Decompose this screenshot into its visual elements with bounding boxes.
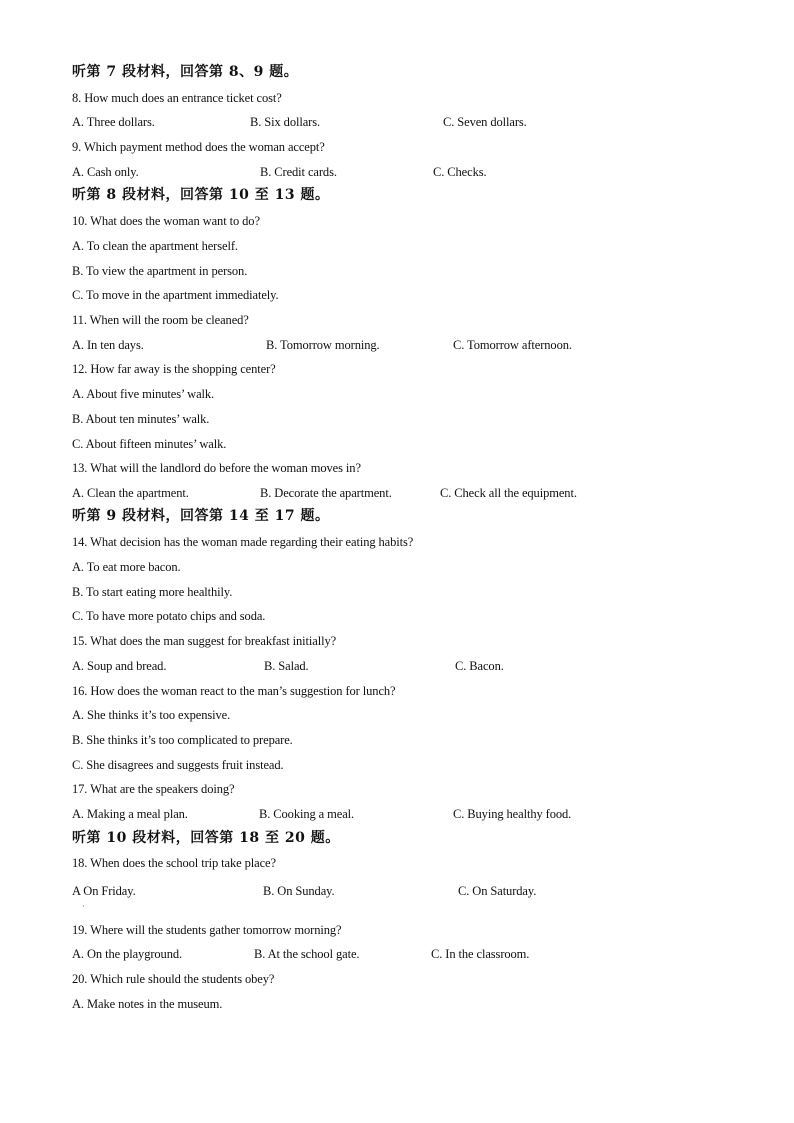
q9-option-c: C. Checks. (433, 165, 487, 179)
q12-option-c: C. About fifteen minutes’ walk. (72, 437, 227, 451)
q16-option-b: B. She thinks it’s too complicated to prepare. (72, 733, 293, 747)
q17-option-b: B. Cooking a meal. (259, 807, 355, 821)
q11-option-a: A. In ten days. (72, 338, 144, 352)
q16-option-a: A. She thinks it’s too expensive. (72, 708, 231, 722)
q14-option-a: A. To eat more bacon. (72, 560, 181, 574)
q8-option-b: B. Six dollars. (250, 115, 321, 129)
q13-option-c: C. Check all the equipment. (440, 486, 577, 500)
q9-option-a: A. Cash only. (72, 165, 139, 179)
section-header: 听第 7 段材料，回答第 8、9 题。 (72, 64, 299, 80)
question-19: 19. Where will the students gather tomorrow morning? (72, 923, 342, 937)
question-13: 13. What will the landlord do before the woman moves in? (72, 461, 361, 475)
q15-option-b: B. Salad. (264, 659, 309, 673)
q14-option-b: B. To start eating more healthily. (72, 585, 233, 599)
q19-option-c: C. In the classroom. (431, 947, 530, 961)
question-10: 10. What does the woman want to do? (72, 214, 260, 228)
q11-option-b: B. Tomorrow morning. (266, 338, 380, 352)
q20-option-a: A. Make notes in the museum. (72, 997, 223, 1011)
q18-option-c: C. On Saturday. (458, 884, 537, 898)
question-11: 11. When will the room be cleaned? (72, 313, 249, 327)
section-header: 听第 9 段材料，回答第 14 至 17 题。 (72, 508, 330, 524)
stray-mark: · (82, 902, 85, 911)
section-header: 听第 10 段材料，回答第 18 至 20 题。 (72, 830, 340, 846)
question-12: 12. How far away is the shopping center? (72, 362, 276, 376)
q12-option-b: B. About ten minutes’ walk. (72, 412, 210, 426)
question-9: 9. Which payment method does the woman accept? (72, 140, 325, 154)
q18-option-a: A On Friday. (72, 884, 136, 898)
question-8: 8. How much does an entrance ticket cost? (72, 91, 282, 105)
q10-option-c: C. To move in the apartment immediately. (72, 288, 279, 302)
question-20: 20. Which rule should the students obey? (72, 972, 275, 986)
question-16: 16. How does the woman react to the man’s suggestion for lunch? (72, 684, 396, 698)
q8-option-a: A. Three dollars. (72, 115, 155, 129)
q15-option-c: C. Bacon. (455, 659, 504, 673)
question-18: 18. When does the school trip take place? (72, 856, 276, 870)
q14-option-c: C. To have more potato chips and soda. (72, 609, 266, 623)
question-17: 17. What are the speakers doing? (72, 782, 235, 796)
q17-option-a: A. Making a meal plan. (72, 807, 188, 821)
q9-option-b: B. Credit cards. (260, 165, 337, 179)
q11-option-c: C. Tomorrow afternoon. (453, 338, 572, 352)
q19-option-b: B. At the school gate. (254, 947, 360, 961)
q19-option-a: A. On the playground. (72, 947, 183, 961)
q13-option-a: A. Clean the apartment. (72, 486, 189, 500)
q18-option-b: B. On Sunday. (263, 884, 335, 898)
q13-option-b: B. Decorate the apartment. (260, 486, 392, 500)
q15-option-a: A. Soup and bread. (72, 659, 167, 673)
q10-option-b: B. To view the apartment in person. (72, 264, 248, 278)
question-15: 15. What does the man suggest for breakfast initially? (72, 634, 337, 648)
q16-option-c: C. She disagrees and suggests fruit instead. (72, 758, 284, 772)
q8-option-c: C. Seven dollars. (443, 115, 527, 129)
q12-option-a: A. About five minutes’ walk. (72, 387, 215, 401)
section-header: 听第 8 段材料，回答第 10 至 13 题。 (72, 187, 330, 203)
question-14: 14. What decision has the woman made regarding their eating habits? (72, 535, 414, 549)
q10-option-a: A. To clean the apartment herself. (72, 239, 238, 253)
q17-option-c: C. Buying healthy food. (453, 807, 572, 821)
